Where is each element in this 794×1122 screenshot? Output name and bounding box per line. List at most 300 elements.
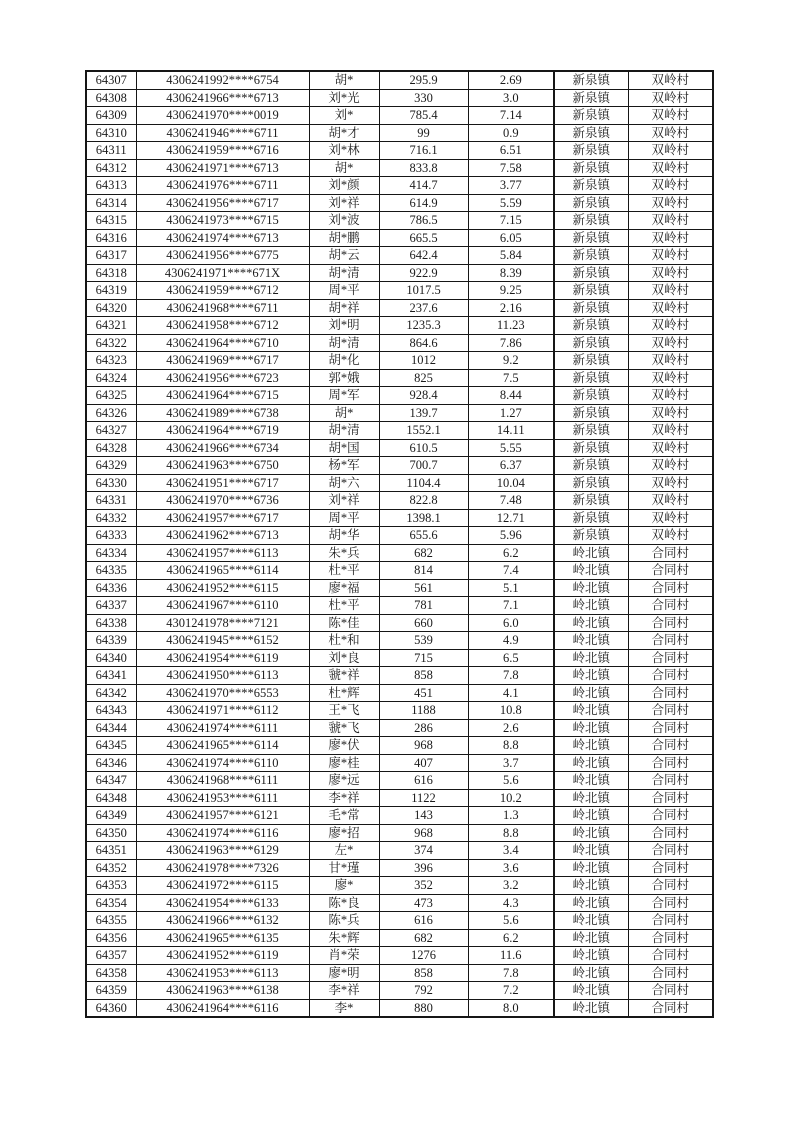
cell-value-1: 539 — [379, 632, 468, 650]
cell-person-name: 刘* — [309, 107, 379, 125]
cell-id-number: 4306241959****6712 — [136, 282, 309, 300]
cell-serial-number: 64325 — [86, 387, 136, 405]
table-row — [86, 299, 713, 317]
cell-value-2: 6.37 — [468, 457, 554, 475]
table-row — [86, 562, 713, 580]
cell-value-2: 3.6 — [468, 859, 554, 877]
cell-village: 双岭村 — [628, 124, 713, 142]
cell-value-1: 237.6 — [379, 299, 468, 317]
cell-serial-number: 64311 — [86, 142, 136, 160]
cell-value-2: 7.58 — [468, 159, 554, 177]
cell-village: 双岭村 — [628, 509, 713, 527]
table-row — [86, 422, 713, 440]
cell-value-1: 561 — [379, 579, 468, 597]
table-row — [86, 929, 713, 947]
cell-id-number: 4306241970****0019 — [136, 107, 309, 125]
cell-id-number: 4306241966****6132 — [136, 912, 309, 930]
cell-town: 岭北镇 — [554, 912, 628, 930]
cell-village: 合同村 — [628, 982, 713, 1000]
cell-value-1: 295.9 — [379, 71, 468, 89]
cell-village: 双岭村 — [628, 71, 713, 89]
cell-person-name: 杜*平 — [309, 597, 379, 615]
cell-serial-number: 64310 — [86, 124, 136, 142]
cell-id-number: 4306241956****6775 — [136, 247, 309, 265]
cell-village: 双岭村 — [628, 317, 713, 335]
cell-value-1: 682 — [379, 544, 468, 562]
cell-value-2: 2.69 — [468, 71, 554, 89]
table-row — [86, 877, 713, 895]
table-row — [86, 177, 713, 195]
cell-village: 合同村 — [628, 649, 713, 667]
cell-id-number: 4306241953****6113 — [136, 964, 309, 982]
cell-village: 双岭村 — [628, 229, 713, 247]
cell-person-name: 胡*清 — [309, 334, 379, 352]
cell-village: 合同村 — [628, 877, 713, 895]
cell-serial-number: 64345 — [86, 737, 136, 755]
table-row — [86, 684, 713, 702]
cell-value-1: 642.4 — [379, 247, 468, 265]
cell-value-2: 7.1 — [468, 597, 554, 615]
cell-value-1: 1012 — [379, 352, 468, 370]
cell-serial-number: 64309 — [86, 107, 136, 125]
cell-value-1: 1017.5 — [379, 282, 468, 300]
cell-id-number: 4306241965****6114 — [136, 562, 309, 580]
cell-serial-number: 64318 — [86, 264, 136, 282]
cell-village: 双岭村 — [628, 247, 713, 265]
cell-serial-number: 64317 — [86, 247, 136, 265]
cell-village: 双岭村 — [628, 369, 713, 387]
table-row — [86, 754, 713, 772]
cell-value-1: 792 — [379, 982, 468, 1000]
cell-person-name: 陈*佳 — [309, 614, 379, 632]
cell-town: 新泉镇 — [554, 317, 628, 335]
cell-serial-number: 64334 — [86, 544, 136, 562]
cell-id-number: 4306241989****6738 — [136, 404, 309, 422]
cell-town: 岭北镇 — [554, 649, 628, 667]
cell-village: 合同村 — [628, 947, 713, 965]
cell-id-number: 4306241957****6121 — [136, 807, 309, 825]
cell-id-number: 4306241966****6734 — [136, 439, 309, 457]
cell-village: 双岭村 — [628, 404, 713, 422]
cell-id-number: 4306241952****6115 — [136, 579, 309, 597]
cell-village: 合同村 — [628, 754, 713, 772]
cell-person-name: 肖*荣 — [309, 947, 379, 965]
table-row — [86, 334, 713, 352]
cell-value-1: 1552.1 — [379, 422, 468, 440]
cell-serial-number: 64348 — [86, 789, 136, 807]
cell-person-name: 胡*云 — [309, 247, 379, 265]
cell-person-name: 廖*招 — [309, 824, 379, 842]
cell-value-2: 9.2 — [468, 352, 554, 370]
cell-serial-number: 64333 — [86, 527, 136, 545]
cell-value-1: 1122 — [379, 789, 468, 807]
cell-person-name: 胡*国 — [309, 439, 379, 457]
cell-village: 合同村 — [628, 632, 713, 650]
cell-value-2: 0.9 — [468, 124, 554, 142]
cell-person-name: 胡*鹏 — [309, 229, 379, 247]
cell-person-name: 杜*平 — [309, 562, 379, 580]
cell-village: 双岭村 — [628, 107, 713, 125]
cell-person-name: 杨*军 — [309, 457, 379, 475]
cell-value-1: 715 — [379, 649, 468, 667]
cell-value-2: 8.8 — [468, 737, 554, 755]
cell-value-2: 10.8 — [468, 702, 554, 720]
cell-person-name: 陈*良 — [309, 894, 379, 912]
cell-serial-number: 64326 — [86, 404, 136, 422]
cell-person-name: 朱*兵 — [309, 544, 379, 562]
table-row — [86, 159, 713, 177]
cell-village: 双岭村 — [628, 282, 713, 300]
cell-village: 双岭村 — [628, 177, 713, 195]
cell-value-2: 10.04 — [468, 474, 554, 492]
cell-value-1: 1398.1 — [379, 509, 468, 527]
cell-serial-number: 64321 — [86, 317, 136, 335]
cell-serial-number: 64313 — [86, 177, 136, 195]
cell-person-name: 陈*兵 — [309, 912, 379, 930]
cell-town: 岭北镇 — [554, 684, 628, 702]
cell-value-2: 8.0 — [468, 999, 554, 1017]
cell-id-number: 4306241965****6135 — [136, 929, 309, 947]
cell-person-name: 胡*清 — [309, 264, 379, 282]
cell-town: 新泉镇 — [554, 229, 628, 247]
cell-id-number: 4306241970****6736 — [136, 492, 309, 510]
cell-value-1: 655.6 — [379, 527, 468, 545]
cell-id-number: 4306241964****6116 — [136, 999, 309, 1017]
cell-value-1: 858 — [379, 964, 468, 982]
cell-value-2: 3.77 — [468, 177, 554, 195]
cell-value-1: 880 — [379, 999, 468, 1017]
cell-value-1: 864.6 — [379, 334, 468, 352]
cell-town: 岭北镇 — [554, 632, 628, 650]
cell-value-2: 9.25 — [468, 282, 554, 300]
cell-value-1: 833.8 — [379, 159, 468, 177]
cell-value-2: 10.2 — [468, 789, 554, 807]
cell-person-name: 胡* — [309, 71, 379, 89]
cell-serial-number: 64328 — [86, 439, 136, 457]
cell-village: 合同村 — [628, 912, 713, 930]
table-row — [86, 229, 713, 247]
cell-value-1: 825 — [379, 369, 468, 387]
cell-person-name: 胡*六 — [309, 474, 379, 492]
cell-person-name: 王*飞 — [309, 702, 379, 720]
cell-value-1: 660 — [379, 614, 468, 632]
cell-town: 新泉镇 — [554, 194, 628, 212]
cell-serial-number: 64327 — [86, 422, 136, 440]
cell-value-1: 614.9 — [379, 194, 468, 212]
cell-serial-number: 64316 — [86, 229, 136, 247]
cell-value-1: 1276 — [379, 947, 468, 965]
cell-serial-number: 64319 — [86, 282, 136, 300]
table-row — [86, 527, 713, 545]
cell-serial-number: 64355 — [86, 912, 136, 930]
cell-town: 岭北镇 — [554, 824, 628, 842]
cell-person-name: 虢*飞 — [309, 719, 379, 737]
table-row — [86, 632, 713, 650]
cell-value-2: 8.8 — [468, 824, 554, 842]
records-table — [85, 70, 714, 1018]
cell-person-name: 廖* — [309, 877, 379, 895]
cell-town: 新泉镇 — [554, 439, 628, 457]
cell-serial-number: 64359 — [86, 982, 136, 1000]
cell-value-2: 8.44 — [468, 387, 554, 405]
cell-person-name: 周*平 — [309, 509, 379, 527]
cell-id-number: 4306241946****6711 — [136, 124, 309, 142]
cell-value-1: 968 — [379, 824, 468, 842]
cell-person-name: 杜*辉 — [309, 684, 379, 702]
cell-serial-number: 64350 — [86, 824, 136, 842]
cell-id-number: 4306241976****6711 — [136, 177, 309, 195]
table-row — [86, 982, 713, 1000]
cell-value-2: 7.86 — [468, 334, 554, 352]
table-row — [86, 964, 713, 982]
cell-village: 合同村 — [628, 999, 713, 1017]
cell-serial-number: 64337 — [86, 597, 136, 615]
cell-serial-number: 64314 — [86, 194, 136, 212]
cell-village: 双岭村 — [628, 212, 713, 230]
cell-serial-number: 64307 — [86, 71, 136, 89]
cell-serial-number: 64331 — [86, 492, 136, 510]
table-row — [86, 212, 713, 230]
cell-value-1: 407 — [379, 754, 468, 772]
cell-id-number: 4306241957****6717 — [136, 509, 309, 527]
table-row — [86, 474, 713, 492]
table-row — [86, 194, 713, 212]
cell-serial-number: 64338 — [86, 614, 136, 632]
cell-serial-number: 64320 — [86, 299, 136, 317]
cell-serial-number: 64332 — [86, 509, 136, 527]
cell-value-1: 616 — [379, 912, 468, 930]
table-row — [86, 859, 713, 877]
cell-value-2: 5.96 — [468, 527, 554, 545]
table-row — [86, 142, 713, 160]
cell-value-1: 928.4 — [379, 387, 468, 405]
cell-id-number: 4306241974****6110 — [136, 754, 309, 772]
cell-village: 合同村 — [628, 597, 713, 615]
cell-town: 新泉镇 — [554, 369, 628, 387]
cell-village: 双岭村 — [628, 159, 713, 177]
cell-village: 合同村 — [628, 667, 713, 685]
cell-town: 岭北镇 — [554, 702, 628, 720]
cell-value-2: 2.16 — [468, 299, 554, 317]
cell-value-2: 5.84 — [468, 247, 554, 265]
cell-village: 合同村 — [628, 544, 713, 562]
cell-serial-number: 64323 — [86, 352, 136, 370]
cell-id-number: 4306241954****6119 — [136, 649, 309, 667]
cell-value-2: 11.6 — [468, 947, 554, 965]
cell-id-number: 4306241962****6713 — [136, 527, 309, 545]
table-row — [86, 947, 713, 965]
cell-person-name: 郭*娥 — [309, 369, 379, 387]
cell-person-name: 胡*清 — [309, 422, 379, 440]
cell-person-name: 刘*林 — [309, 142, 379, 160]
cell-person-name: 胡*祥 — [309, 299, 379, 317]
cell-village: 合同村 — [628, 772, 713, 790]
cell-town: 岭北镇 — [554, 964, 628, 982]
cell-value-1: 414.7 — [379, 177, 468, 195]
cell-value-1: 451 — [379, 684, 468, 702]
cell-town: 岭北镇 — [554, 544, 628, 562]
cell-id-number: 4306241974****6713 — [136, 229, 309, 247]
cell-value-2: 7.48 — [468, 492, 554, 510]
cell-serial-number: 64343 — [86, 702, 136, 720]
cell-village: 双岭村 — [628, 457, 713, 475]
cell-value-2: 7.2 — [468, 982, 554, 1000]
cell-id-number: 4306241971****6112 — [136, 702, 309, 720]
cell-value-2: 6.2 — [468, 544, 554, 562]
cell-town: 岭北镇 — [554, 947, 628, 965]
cell-id-number: 4306241974****6111 — [136, 719, 309, 737]
cell-id-number: 4306241968****6111 — [136, 772, 309, 790]
table-row — [86, 509, 713, 527]
cell-value-2: 3.7 — [468, 754, 554, 772]
records-table-body — [86, 71, 713, 1017]
cell-person-name: 甘*瑾 — [309, 859, 379, 877]
cell-serial-number: 64352 — [86, 859, 136, 877]
cell-village: 双岭村 — [628, 299, 713, 317]
cell-id-number: 4306241992****6754 — [136, 71, 309, 89]
cell-value-2: 5.1 — [468, 579, 554, 597]
cell-person-name: 虢*祥 — [309, 667, 379, 685]
cell-id-number: 4306241969****6717 — [136, 352, 309, 370]
cell-id-number: 4306241951****6717 — [136, 474, 309, 492]
cell-person-name: 刘*光 — [309, 89, 379, 107]
cell-person-name: 廖*远 — [309, 772, 379, 790]
cell-value-2: 6.51 — [468, 142, 554, 160]
cell-person-name: 毛*常 — [309, 807, 379, 825]
cell-id-number: 4306241956****6717 — [136, 194, 309, 212]
cell-id-number: 4306241959****6716 — [136, 142, 309, 160]
table-row — [86, 597, 713, 615]
cell-town: 新泉镇 — [554, 352, 628, 370]
cell-id-number: 4306241952****6119 — [136, 947, 309, 965]
cell-town: 岭北镇 — [554, 667, 628, 685]
cell-serial-number: 64308 — [86, 89, 136, 107]
cell-value-1: 968 — [379, 737, 468, 755]
cell-person-name: 胡*化 — [309, 352, 379, 370]
table-row — [86, 544, 713, 562]
table-row — [86, 579, 713, 597]
cell-id-number: 4306241973****6715 — [136, 212, 309, 230]
cell-id-number: 4306241950****6113 — [136, 667, 309, 685]
table-row — [86, 492, 713, 510]
table-row — [86, 282, 713, 300]
cell-serial-number: 64360 — [86, 999, 136, 1017]
cell-town: 新泉镇 — [554, 299, 628, 317]
cell-value-1: 922.9 — [379, 264, 468, 282]
cell-value-1: 616 — [379, 772, 468, 790]
cell-village: 合同村 — [628, 824, 713, 842]
cell-town: 新泉镇 — [554, 107, 628, 125]
cell-id-number: 4306241945****6152 — [136, 632, 309, 650]
cell-id-number: 4306241971****671X — [136, 264, 309, 282]
cell-person-name: 李*祥 — [309, 982, 379, 1000]
cell-village: 合同村 — [628, 964, 713, 982]
cell-town: 岭北镇 — [554, 614, 628, 632]
cell-town: 新泉镇 — [554, 334, 628, 352]
cell-town: 岭北镇 — [554, 877, 628, 895]
cell-town: 新泉镇 — [554, 387, 628, 405]
cell-value-2: 7.14 — [468, 107, 554, 125]
cell-person-name: 杜*和 — [309, 632, 379, 650]
cell-town: 新泉镇 — [554, 247, 628, 265]
cell-value-2: 5.55 — [468, 439, 554, 457]
cell-town: 新泉镇 — [554, 142, 628, 160]
cell-village: 双岭村 — [628, 439, 713, 457]
cell-value-2: 6.0 — [468, 614, 554, 632]
cell-value-1: 473 — [379, 894, 468, 912]
cell-serial-number: 64358 — [86, 964, 136, 982]
cell-serial-number: 64349 — [86, 807, 136, 825]
cell-value-2: 6.5 — [468, 649, 554, 667]
table-row — [86, 369, 713, 387]
cell-village: 合同村 — [628, 789, 713, 807]
cell-village: 双岭村 — [628, 264, 713, 282]
cell-village: 双岭村 — [628, 527, 713, 545]
cell-town: 新泉镇 — [554, 177, 628, 195]
cell-value-1: 143 — [379, 807, 468, 825]
cell-serial-number: 64335 — [86, 562, 136, 580]
cell-value-1: 1104.4 — [379, 474, 468, 492]
cell-village: 双岭村 — [628, 387, 713, 405]
cell-person-name: 胡* — [309, 159, 379, 177]
table-row — [86, 667, 713, 685]
cell-town: 新泉镇 — [554, 89, 628, 107]
cell-village: 双岭村 — [628, 492, 713, 510]
table-row — [86, 457, 713, 475]
cell-id-number: 4306241965****6114 — [136, 737, 309, 755]
table-row — [86, 247, 713, 265]
cell-town: 新泉镇 — [554, 264, 628, 282]
cell-id-number: 4306241956****6723 — [136, 369, 309, 387]
cell-serial-number: 64346 — [86, 754, 136, 772]
table-row — [86, 387, 713, 405]
cell-serial-number: 64315 — [86, 212, 136, 230]
cell-value-2: 6.2 — [468, 929, 554, 947]
cell-value-2: 6.05 — [468, 229, 554, 247]
cell-village: 合同村 — [628, 737, 713, 755]
cell-id-number: 4306241970****6553 — [136, 684, 309, 702]
cell-town: 岭北镇 — [554, 982, 628, 1000]
cell-village: 双岭村 — [628, 422, 713, 440]
cell-town: 新泉镇 — [554, 527, 628, 545]
cell-village: 合同村 — [628, 579, 713, 597]
table-row — [86, 772, 713, 790]
table-row — [86, 352, 713, 370]
cell-town: 新泉镇 — [554, 159, 628, 177]
cell-village: 双岭村 — [628, 334, 713, 352]
cell-village: 合同村 — [628, 894, 713, 912]
cell-value-2: 4.1 — [468, 684, 554, 702]
cell-id-number: 4306241972****6115 — [136, 877, 309, 895]
cell-serial-number: 64353 — [86, 877, 136, 895]
cell-value-2: 11.23 — [468, 317, 554, 335]
cell-town: 岭北镇 — [554, 597, 628, 615]
cell-village: 合同村 — [628, 859, 713, 877]
table-row — [86, 614, 713, 632]
cell-person-name: 朱*辉 — [309, 929, 379, 947]
cell-person-name: 周*平 — [309, 282, 379, 300]
cell-town: 岭北镇 — [554, 807, 628, 825]
table-row — [86, 789, 713, 807]
cell-village: 双岭村 — [628, 474, 713, 492]
cell-person-name: 李* — [309, 999, 379, 1017]
cell-id-number: 4306241953****6111 — [136, 789, 309, 807]
cell-serial-number: 64312 — [86, 159, 136, 177]
cell-value-1: 665.5 — [379, 229, 468, 247]
cell-value-1: 700.7 — [379, 457, 468, 475]
cell-value-1: 822.8 — [379, 492, 468, 510]
cell-village: 合同村 — [628, 562, 713, 580]
